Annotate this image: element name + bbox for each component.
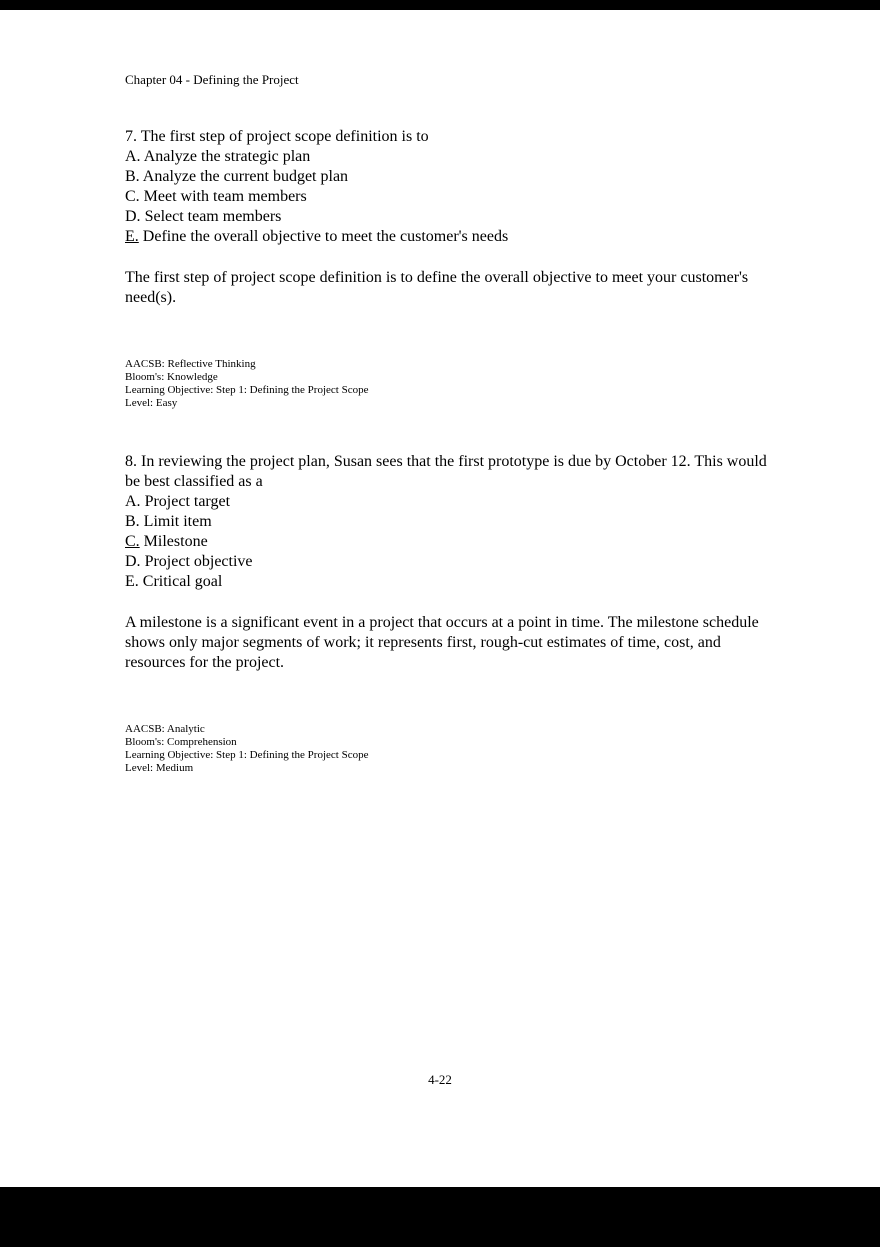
option-text: Project target xyxy=(144,493,231,510)
option-text: Analyze the strategic plan xyxy=(143,148,311,165)
metadata-line: Bloom's: Knowledge xyxy=(125,371,218,383)
metadata-line: AACSB: Reflective Thinking xyxy=(125,358,256,370)
document-page xyxy=(125,72,770,775)
option-letter: C. xyxy=(125,188,140,205)
bottom-black-bar xyxy=(0,1187,880,1247)
answer-option xyxy=(125,227,770,247)
answer-option xyxy=(125,492,770,512)
option-text: Project objective xyxy=(144,553,253,570)
option-text: Analyze the current budget plan xyxy=(142,168,349,185)
answer-option xyxy=(125,512,770,532)
option-letter: E. xyxy=(125,573,139,590)
answer-explanation: The first step of project scope definition is to define the overall objective to meet your customer's need(s). xyxy=(125,269,749,306)
question-7 xyxy=(125,127,770,410)
metadata-line: AACSB: Analytic xyxy=(125,723,205,735)
option-letter: C. xyxy=(125,533,140,550)
chapter-header: Chapter 04 - Defining the Project xyxy=(125,72,299,87)
option-letter: E. xyxy=(125,228,139,245)
option-letter: D. xyxy=(125,553,141,570)
option-letter: A. xyxy=(125,493,141,510)
options-list xyxy=(125,492,770,592)
metadata-line: Learning Objective: Step 1: Defining the Project Scope xyxy=(125,749,369,761)
metadata-line: Learning Objective: Step 1: Defining the Project Scope xyxy=(125,384,369,396)
option-text: Define the overall objective to meet the customer's needs xyxy=(142,228,509,245)
answer-explanation: A milestone is a significant event in a project that occurs at a point in time. The milestone schedule shows only major segments of work; it represents first, rough-cut estimates of time, cost, and resources for the project. xyxy=(125,614,759,671)
answer-option xyxy=(125,167,770,187)
answer-option xyxy=(125,147,770,167)
answer-option xyxy=(125,572,770,592)
option-text: Meet with team members xyxy=(143,188,307,205)
question-8 xyxy=(125,452,770,775)
options-list xyxy=(125,147,770,247)
option-letter: B. xyxy=(125,168,140,185)
option-letter: A. xyxy=(125,148,141,165)
option-letter: D. xyxy=(125,208,141,225)
question-stem: 8. In reviewing the project plan, Susan sees that the first prototype is due by October 12. This would be best classified as a xyxy=(125,453,767,490)
answer-option xyxy=(125,552,770,572)
answer-option xyxy=(125,187,770,207)
option-text: Select team members xyxy=(144,208,282,225)
option-text: Milestone xyxy=(143,533,208,550)
page-number: 4-22 xyxy=(428,1072,452,1087)
option-text: Limit item xyxy=(143,513,212,530)
question-metadata xyxy=(125,723,770,775)
question-metadata xyxy=(125,358,770,410)
metadata-line: Level: Easy xyxy=(125,397,178,409)
option-letter: B. xyxy=(125,513,140,530)
option-text: Critical goal xyxy=(142,573,223,590)
answer-option xyxy=(125,532,770,552)
metadata-line: Bloom's: Comprehension xyxy=(125,736,237,748)
answer-option xyxy=(125,207,770,227)
question-stem: 7. The first step of project scope definition is to xyxy=(125,128,429,145)
metadata-line: Level: Medium xyxy=(125,762,194,774)
top-black-bar xyxy=(0,0,880,10)
